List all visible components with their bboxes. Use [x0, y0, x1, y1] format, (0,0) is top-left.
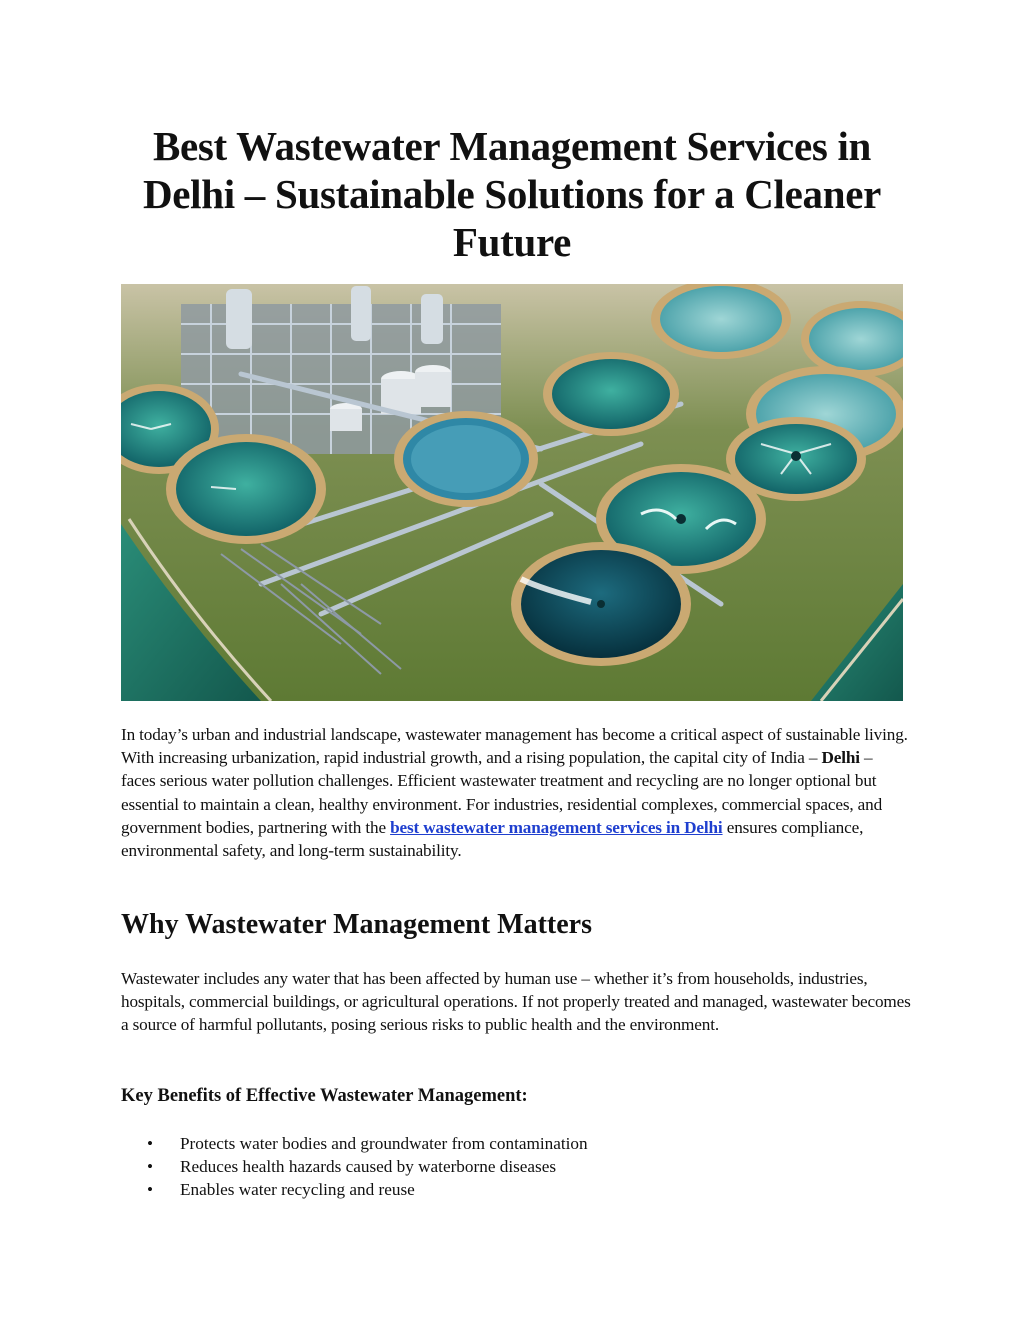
benefits-list	[121, 1132, 588, 1202]
bullet-icon: •	[147, 1157, 154, 1177]
intro-text-3: ensures compliance, environmental safety, and long-term sustainability.	[121, 817, 864, 861]
bullet-icon: •	[147, 1180, 154, 1200]
benefits-heading: Key Benefits of Effective Wastewater Management:	[121, 1086, 528, 1106]
bullet-icon: •	[147, 1134, 154, 1153]
intro-city-bold: Delhi	[821, 748, 860, 768]
intro-text-1: In today’s urban and industrial landscape, wastewater management has become a critical aspect of sustainable living. With increasing urbanization, rapid industrial growth, and a rising population, the capital city of India –	[121, 725, 908, 768]
page-title: Best Wastewater Management Services in Delhi – Sustainable Solutions for a Cleaner Future	[142, 123, 882, 265]
intro-text-2: – faces serious water pollution challenges. Efficient wastewater treatment and recycling are no longer optional but essential to maintain a clean, healthy environment. For industries, residential complexes, commercial spaces, and government bodies, partnering with the	[121, 748, 883, 837]
benefit-text: Reduces health hazards caused by waterborne diseases	[180, 1157, 557, 1177]
benefit-text: Enables water recycling and reuse	[180, 1180, 415, 1200]
section-heading: Why Wastewater Management Matters	[121, 909, 592, 940]
benefit-text: Protects water bodies and groundwater from contamination	[180, 1134, 588, 1153]
section-paragraph: Wastewater includes any water that has been affected by human use – whether it’s from households, industries, hospitals, commercial buildings, or agricultural operations. If not properly treated and managed, wastewater becomes a source of harmful pollutants, posing serious risks to public health and the environment.	[121, 969, 911, 1035]
services-link[interactable]: best wastewater management services in Delhi	[390, 817, 723, 837]
wastewater-plant-image	[121, 284, 903, 701]
list-item	[121, 1155, 588, 1178]
list-item	[121, 1178, 588, 1201]
intro-paragraph	[121, 723, 911, 862]
list-item	[121, 1132, 588, 1155]
